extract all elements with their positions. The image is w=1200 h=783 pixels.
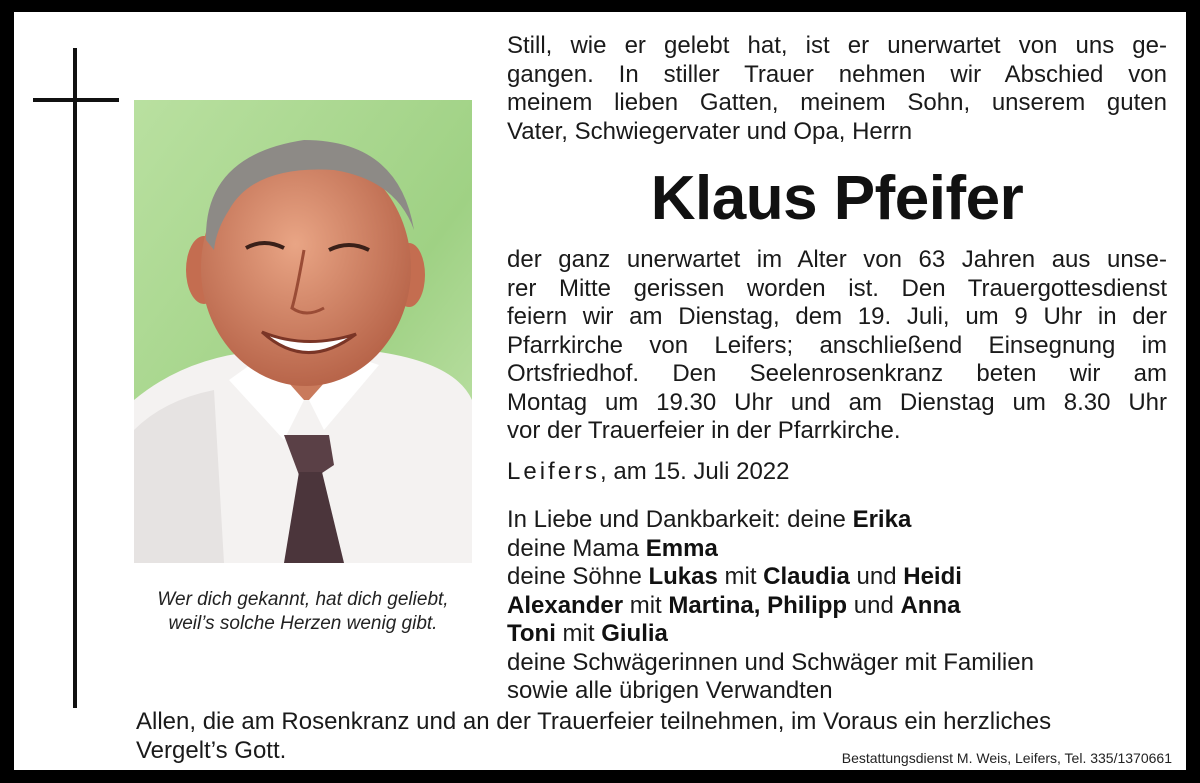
family-member: Emma [645,534,718,562]
deceased-name: Klaus Pfeifer [650,164,1024,233]
service-line: der ganz unerwartet im Alter von 63 Jahren aus unse- [507,246,1167,273]
service-line: Montag um 19.30 Uhr und am Dienstag um 8.30 Uhr [507,388,1167,416]
closing-line: Vergelt’s Gott. [136,736,287,764]
service-line: Pfarrkirche von Leifers; anschließend Einsegnung im [507,331,1167,359]
place-date-text: , am 15. Juli 2022 [600,458,790,485]
family-line [507,563,1167,592]
place-date [507,458,790,486]
service-line: feiern wir am Dienstag, dem 19. Juli, um 9 Uhr in der [507,303,1167,330]
intro-line: Still, wie er gelebt hat, ist er unerwartet von uns ge- [507,32,1167,59]
intro-line: meinem lieben Gatten, meinem Sohn, unserem guten [507,89,1167,116]
family-member: Heidi [903,563,962,590]
family-member: Lukas [648,563,718,590]
service-line: vor der Trauerfeier in der Pfarrkirche. [507,417,901,444]
service-line: Ortsfriedhof. Den Seelenrosenkranz beten wir am [507,360,1167,387]
obituary-card [14,12,1186,770]
place-town: Leifers [507,458,601,485]
family-member: Giulia [601,620,668,647]
service-line: rer Mitte gerissen worden ist. Den Trauergottesdienst [507,274,1167,302]
intro-text [507,32,1167,146]
family-line [507,506,1167,535]
portrait-photo [134,100,472,563]
family-text: und [847,591,901,619]
family-text: In Liebe und Dankbarkeit: deine [507,506,853,533]
family-text: mit [717,563,764,590]
family-list [507,506,1167,706]
family-member: Anna [900,591,961,619]
family-line [507,620,1167,649]
cross-icon-vertical [73,48,77,708]
cross-icon-horizontal [33,98,119,102]
family-member: Martina, Philipp [668,591,848,619]
intro-line: gangen. In stiller Trauer nehmen wir Abschied von [507,60,1167,88]
closing-line: Allen, die am Rosenkranz und an der Trauerfeier teilnehmen, im Voraus ein herzliches [136,708,1052,735]
intro-line: Vater, Schwiegervater und Opa, Herrn [507,117,913,145]
funeral-home-credit: Bestattungsdienst M. Weis, Leifers, Tel. 335/1370661 [841,750,1172,766]
family-member: Erika [852,506,912,533]
family-text: mit [555,620,602,647]
family-member: Alexander [507,591,624,619]
family-text: mit [623,591,669,619]
service-text [507,246,1167,446]
family-member: Claudia [763,563,850,590]
family-text: und [849,563,904,590]
family-line: sowie alle übrigen Verwandten [507,677,833,704]
memorial-quote [122,588,484,636]
quote-line: weil’s solche Herzen wenig gibt. [168,613,438,634]
family-line [507,592,1167,621]
family-line: deine Schwägerinnen und Schwäger mit Familien [507,648,1034,676]
family-text: deine Söhne [507,563,649,590]
family-member: Toni [507,620,556,647]
quote-line: Wer dich gekannt, hat dich geliebt, [157,589,449,610]
family-line [507,535,1167,564]
family-text: deine Mama [507,534,646,562]
